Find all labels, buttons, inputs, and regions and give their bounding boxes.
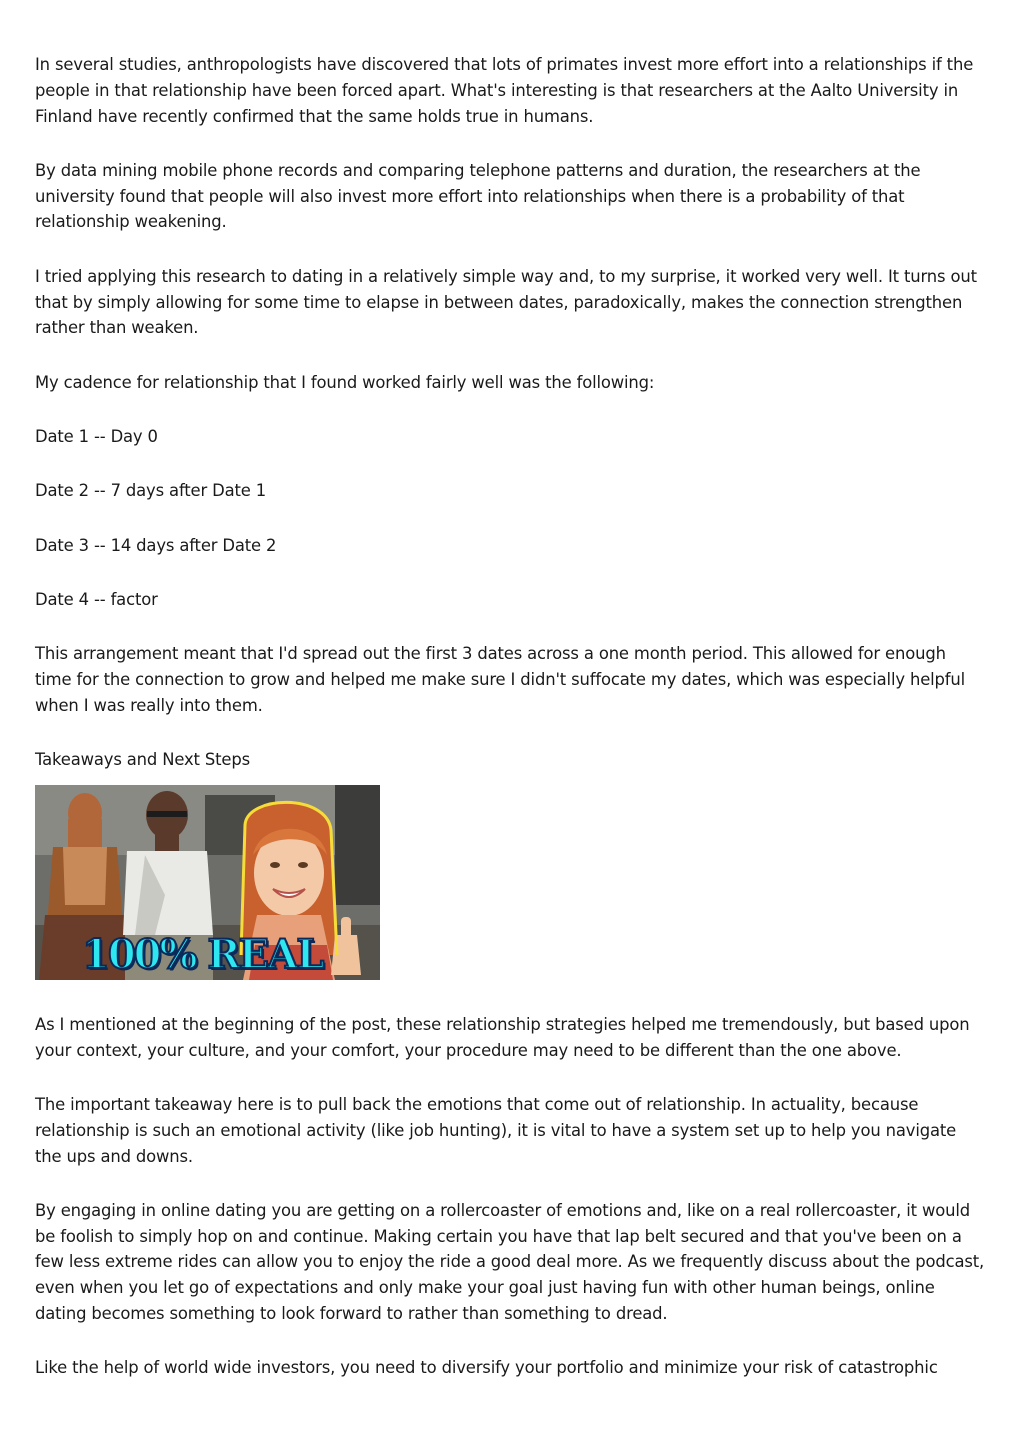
paragraph-mention: As I mentioned at the beginning of the post, these relationship strategies helped me tremendously, but based upon your context, your culture, and your comfort, your procedure may need to be different than the one above. — [35, 1014, 970, 1060]
thumbnail-caption: 100% REAL — [82, 930, 323, 978]
paragraph-cadence: My cadence for relationship that I found worked fairly well was the following: — [35, 372, 655, 392]
video-thumbnail — [35, 785, 380, 980]
article-body — [35, 52, 985, 1381]
section-heading: Takeaways and Next Steps — [35, 750, 250, 770]
schedule-date-1: Date 1 -- Day 0 — [35, 426, 158, 446]
paragraph-arrangement: This arrangement meant that I'd spread out the first 3 dates across a one month period. This allowed for enough time for the connection to grow and helped me make sure I didn't suffocate my dates, which was especially helpful when I was really into them. — [35, 644, 966, 715]
paragraph-investors: Like the help of world wide investors, you need to diversify your portfolio and minimize your risk of catastrophic — [35, 1358, 938, 1378]
paragraph-rollercoaster: By engaging in online dating you are getting on a rollercoaster of emotions and, like on a real rollercoaster, it would be foolish to simply hop on and continue. Making certain you have that lap belt secured and that you've been on a few less extreme rides can allow you to enjoy the ride a good deal more. As we frequently discuss about the podcast, even when you let go of expectations and only make your goal just having fun with other human beings, online dating becomes something to look forward to rather than something to dread. — [35, 1200, 985, 1324]
paragraph-takeaway: The important takeaway here is to pull back the emotions that come out of relationship. In actuality, because relationship is such an emotional activity (like job hunting), it is vital to have a system set up to help you navigate the ups and downs. — [35, 1094, 957, 1166]
schedule-date-2: Date 2 -- 7 days after Date 1 — [35, 481, 267, 501]
paragraph-experiment: I tried applying this research to dating in a relatively simple way and, to my surprise, it worked very well. It turns out that by simply allowing for some time to elapse in between dates, paradoxically, makes the connection strengthen rather than weaken. — [35, 266, 977, 338]
schedule-date-3: Date 3 -- 14 days after Date 2 — [35, 535, 277, 555]
paragraph-research: By data mining mobile phone records and comparing telephone patterns and duration, the researchers at the university found that people will also invest more effort into relationships when there is a probability of that relationship weakening. — [35, 160, 921, 232]
paragraph-intro: In several studies, anthropologists have discovered that lots of primates invest more effort into a relationships if the people in that relationship have been forced apart. What's interesting is that researchers at the Aalto University in Finland have recently confirmed that the same holds true in humans. — [35, 55, 974, 126]
schedule-date-4: Date 4 -- factor — [35, 589, 158, 609]
